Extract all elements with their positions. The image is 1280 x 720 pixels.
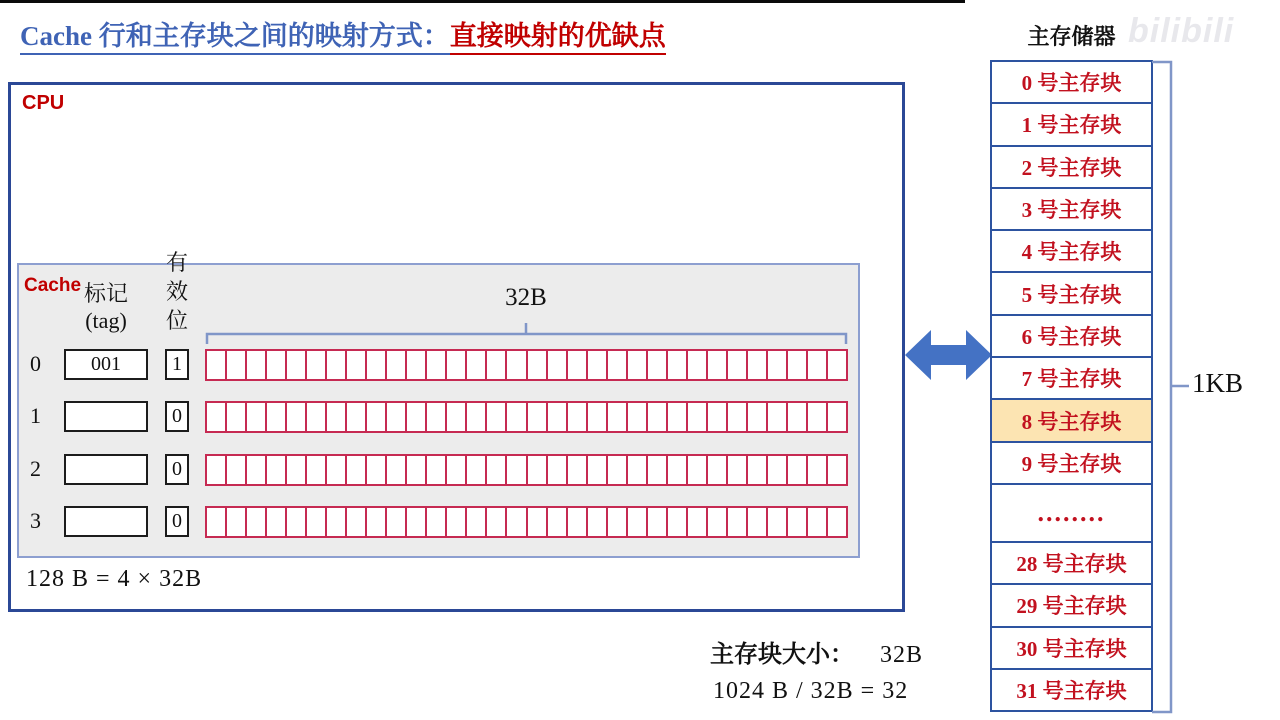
byte-cell — [465, 349, 487, 381]
byte-cell — [305, 401, 327, 433]
main-memory-column — [990, 60, 1153, 712]
byte-cell — [485, 401, 507, 433]
memory-block: 2 号主存块 — [990, 145, 1153, 189]
cache-row-3 — [0, 506, 905, 538]
byte-cell — [505, 401, 527, 433]
byte-cell — [766, 506, 788, 538]
byte-cell — [526, 454, 548, 486]
memory-block: 6 号主存块 — [990, 314, 1153, 358]
byte-cell — [646, 401, 668, 433]
byte-cell — [766, 349, 788, 381]
byte-cell — [405, 506, 427, 538]
valid-bit-value: 1 — [172, 353, 182, 375]
byte-cell — [766, 401, 788, 433]
byte-cell — [586, 349, 608, 381]
byte-cell — [385, 401, 407, 433]
byte-cell — [385, 506, 407, 538]
byte-cell — [445, 454, 467, 486]
byte-cell — [806, 454, 828, 486]
byte-cell — [285, 349, 307, 381]
byte-cell — [405, 454, 427, 486]
byte-cell — [526, 506, 548, 538]
byte-cell — [526, 401, 548, 433]
byte-cell — [566, 454, 588, 486]
byte-cell — [325, 506, 347, 538]
byte-cell — [586, 401, 608, 433]
memory-block: 5 号主存块 — [990, 271, 1153, 315]
byte-cell — [626, 401, 648, 433]
tag-header-en: (tag) — [85, 308, 127, 333]
byte-cell — [766, 454, 788, 486]
byte-cell — [385, 454, 407, 486]
cache-line-data-cells — [205, 401, 848, 433]
cache-line-data-cells — [205, 506, 848, 538]
byte-cell — [405, 349, 427, 381]
byte-cell — [786, 506, 808, 538]
byte-cell — [425, 401, 447, 433]
byte-cell — [546, 349, 568, 381]
cache-line-width-label: 32B — [505, 284, 547, 311]
memory-ellipsis-row: ........ — [990, 483, 1153, 543]
byte-cell — [726, 349, 748, 381]
tag-box — [64, 401, 148, 432]
byte-cell — [325, 454, 347, 486]
byte-cell — [706, 349, 728, 381]
byte-cell — [265, 454, 287, 486]
byte-cell — [526, 349, 548, 381]
byte-cell — [365, 454, 387, 486]
byte-cell — [485, 454, 507, 486]
byte-cell — [465, 454, 487, 486]
byte-cell — [746, 506, 768, 538]
byte-cell — [325, 349, 347, 381]
byte-cell — [706, 506, 728, 538]
byte-cell — [686, 506, 708, 538]
byte-cell — [405, 401, 427, 433]
byte-cell — [205, 401, 227, 433]
byte-cell — [365, 506, 387, 538]
byte-cell — [826, 401, 848, 433]
byte-cell — [626, 506, 648, 538]
byte-cell — [245, 401, 267, 433]
cache-row-0 — [0, 349, 905, 381]
byte-cell — [826, 454, 848, 486]
byte-cell — [746, 454, 768, 486]
memory-block: 7 号主存块 — [990, 356, 1153, 400]
byte-cell — [586, 506, 608, 538]
valid-header-char: 效 — [165, 279, 188, 304]
memory-block: 31 号主存块 — [990, 668, 1153, 712]
byte-cell — [546, 401, 568, 433]
byte-cell — [465, 401, 487, 433]
byte-cell — [225, 506, 247, 538]
tag-box — [64, 349, 148, 380]
byte-cell — [586, 454, 608, 486]
valid-bit-box — [165, 349, 189, 380]
byte-cell — [606, 454, 628, 486]
tag-column-header — [56, 280, 156, 334]
valid-bit-column-header — [163, 248, 191, 335]
cache-line-data-cells — [205, 454, 848, 486]
byte-cell — [786, 401, 808, 433]
byte-cell — [666, 349, 688, 381]
byte-cell — [305, 454, 327, 486]
cache-row-2 — [0, 454, 905, 486]
byte-cell — [626, 349, 648, 381]
byte-cell — [646, 454, 668, 486]
byte-cell — [425, 506, 447, 538]
byte-cell — [445, 349, 467, 381]
byte-cell — [425, 349, 447, 381]
byte-cell — [445, 401, 467, 433]
capacity-bracket — [1150, 56, 1192, 718]
valid-bit-box — [165, 454, 189, 485]
byte-cell — [806, 506, 828, 538]
cache-row-index: 1 — [30, 403, 41, 428]
byte-cell — [205, 349, 227, 381]
video-edge-strip — [0, 0, 965, 3]
byte-cell — [505, 506, 527, 538]
byte-cell — [245, 349, 267, 381]
byte-cell — [546, 454, 568, 486]
byte-cell — [425, 454, 447, 486]
valid-bit-box — [165, 401, 189, 432]
memory-block: 8 号主存块 — [990, 398, 1153, 442]
byte-cell — [305, 506, 327, 538]
memory-block: 3 号主存块 — [990, 187, 1153, 231]
cache-row-index: 3 — [30, 508, 41, 533]
byte-cell — [245, 506, 267, 538]
main-memory-title: 主存储器 — [1027, 24, 1116, 49]
byte-cell — [826, 506, 848, 538]
byte-cell — [566, 349, 588, 381]
block-count-formula: 1024 B / 32B = 32 — [713, 678, 909, 704]
width-bracket — [205, 320, 850, 346]
byte-cell — [666, 401, 688, 433]
byte-cell — [726, 506, 748, 538]
bilibili-watermark: bilibili — [1128, 12, 1235, 50]
byte-cell — [786, 349, 808, 381]
byte-cell — [546, 506, 568, 538]
byte-cell — [646, 349, 668, 381]
byte-cell — [606, 401, 628, 433]
byte-cell — [325, 401, 347, 433]
byte-cell — [786, 454, 808, 486]
valid-bit-box — [165, 506, 189, 537]
double-arrow-icon — [903, 326, 995, 384]
cache-line-data-cells — [205, 349, 848, 381]
byte-cell — [505, 349, 527, 381]
memory-block: 4 号主存块 — [990, 229, 1153, 273]
byte-cell — [285, 506, 307, 538]
byte-cell — [265, 349, 287, 381]
byte-cell — [345, 349, 367, 381]
byte-cell — [566, 506, 588, 538]
cache-row-1 — [0, 401, 905, 433]
byte-cell — [345, 454, 367, 486]
byte-cell — [345, 401, 367, 433]
memory-block: 0 号主存块 — [990, 60, 1153, 104]
byte-cell — [205, 454, 227, 486]
cache-size-formula: 128 B = 4 × 32B — [26, 566, 203, 592]
byte-cell — [485, 506, 507, 538]
tag-box — [64, 454, 148, 485]
cache-row-index: 0 — [30, 351, 41, 376]
byte-cell — [666, 454, 688, 486]
byte-cell — [365, 401, 387, 433]
byte-cell — [686, 349, 708, 381]
byte-cell — [205, 506, 227, 538]
byte-cell — [485, 349, 507, 381]
byte-cell — [666, 506, 688, 538]
byte-cell — [706, 454, 728, 486]
capacity-label: 1KB — [1192, 368, 1244, 398]
byte-cell — [806, 401, 828, 433]
byte-cell — [245, 454, 267, 486]
byte-cell — [285, 401, 307, 433]
byte-cell — [265, 401, 287, 433]
byte-cell — [465, 506, 487, 538]
block-size-value: 32B — [880, 642, 924, 668]
byte-cell — [385, 349, 407, 381]
byte-cell — [365, 349, 387, 381]
byte-cell — [686, 454, 708, 486]
valid-header-char: 位 — [165, 308, 188, 333]
valid-header-char: 有 — [165, 250, 188, 275]
memory-block: 30 号主存块 — [990, 626, 1153, 670]
byte-cell — [686, 401, 708, 433]
byte-cell — [606, 349, 628, 381]
slide-title — [20, 14, 666, 53]
cpu-label: CPU — [22, 92, 65, 114]
tag-header-cn: 标记 — [83, 281, 128, 306]
byte-cell — [726, 454, 748, 486]
memory-block: 1 号主存块 — [990, 102, 1153, 146]
byte-cell — [746, 349, 768, 381]
byte-cell — [345, 506, 367, 538]
byte-cell — [505, 454, 527, 486]
memory-block: 29 号主存块 — [990, 583, 1153, 627]
block-size-label: 主存块大小： — [710, 642, 854, 668]
valid-bit-value: 0 — [172, 405, 182, 427]
cache-label: Cache — [24, 275, 82, 296]
byte-cell — [606, 506, 628, 538]
byte-cell — [566, 401, 588, 433]
byte-cell — [285, 454, 307, 486]
byte-cell — [706, 401, 728, 433]
valid-bit-value: 0 — [172, 510, 182, 532]
byte-cell — [806, 349, 828, 381]
tag-box — [64, 506, 148, 537]
byte-cell — [746, 401, 768, 433]
byte-cell — [646, 506, 668, 538]
byte-cell — [726, 401, 748, 433]
memory-block: 9 号主存块 — [990, 441, 1153, 485]
byte-cell — [305, 349, 327, 381]
byte-cell — [265, 506, 287, 538]
valid-bit-value: 0 — [172, 458, 182, 480]
title-direct-mapping: 直接映射的优缺点 — [450, 21, 666, 55]
memory-block: 28 号主存块 — [990, 541, 1153, 585]
byte-cell — [225, 401, 247, 433]
cache-row-index: 2 — [30, 456, 41, 481]
byte-cell — [826, 349, 848, 381]
title-mapping-question: Cache 行和主存块之间的映射方式： — [20, 21, 450, 55]
byte-cell — [225, 454, 247, 486]
byte-cell — [225, 349, 247, 381]
block-size-line — [710, 634, 923, 669]
tag-value: 001 — [91, 353, 121, 375]
byte-cell — [626, 454, 648, 486]
byte-cell — [445, 506, 467, 538]
